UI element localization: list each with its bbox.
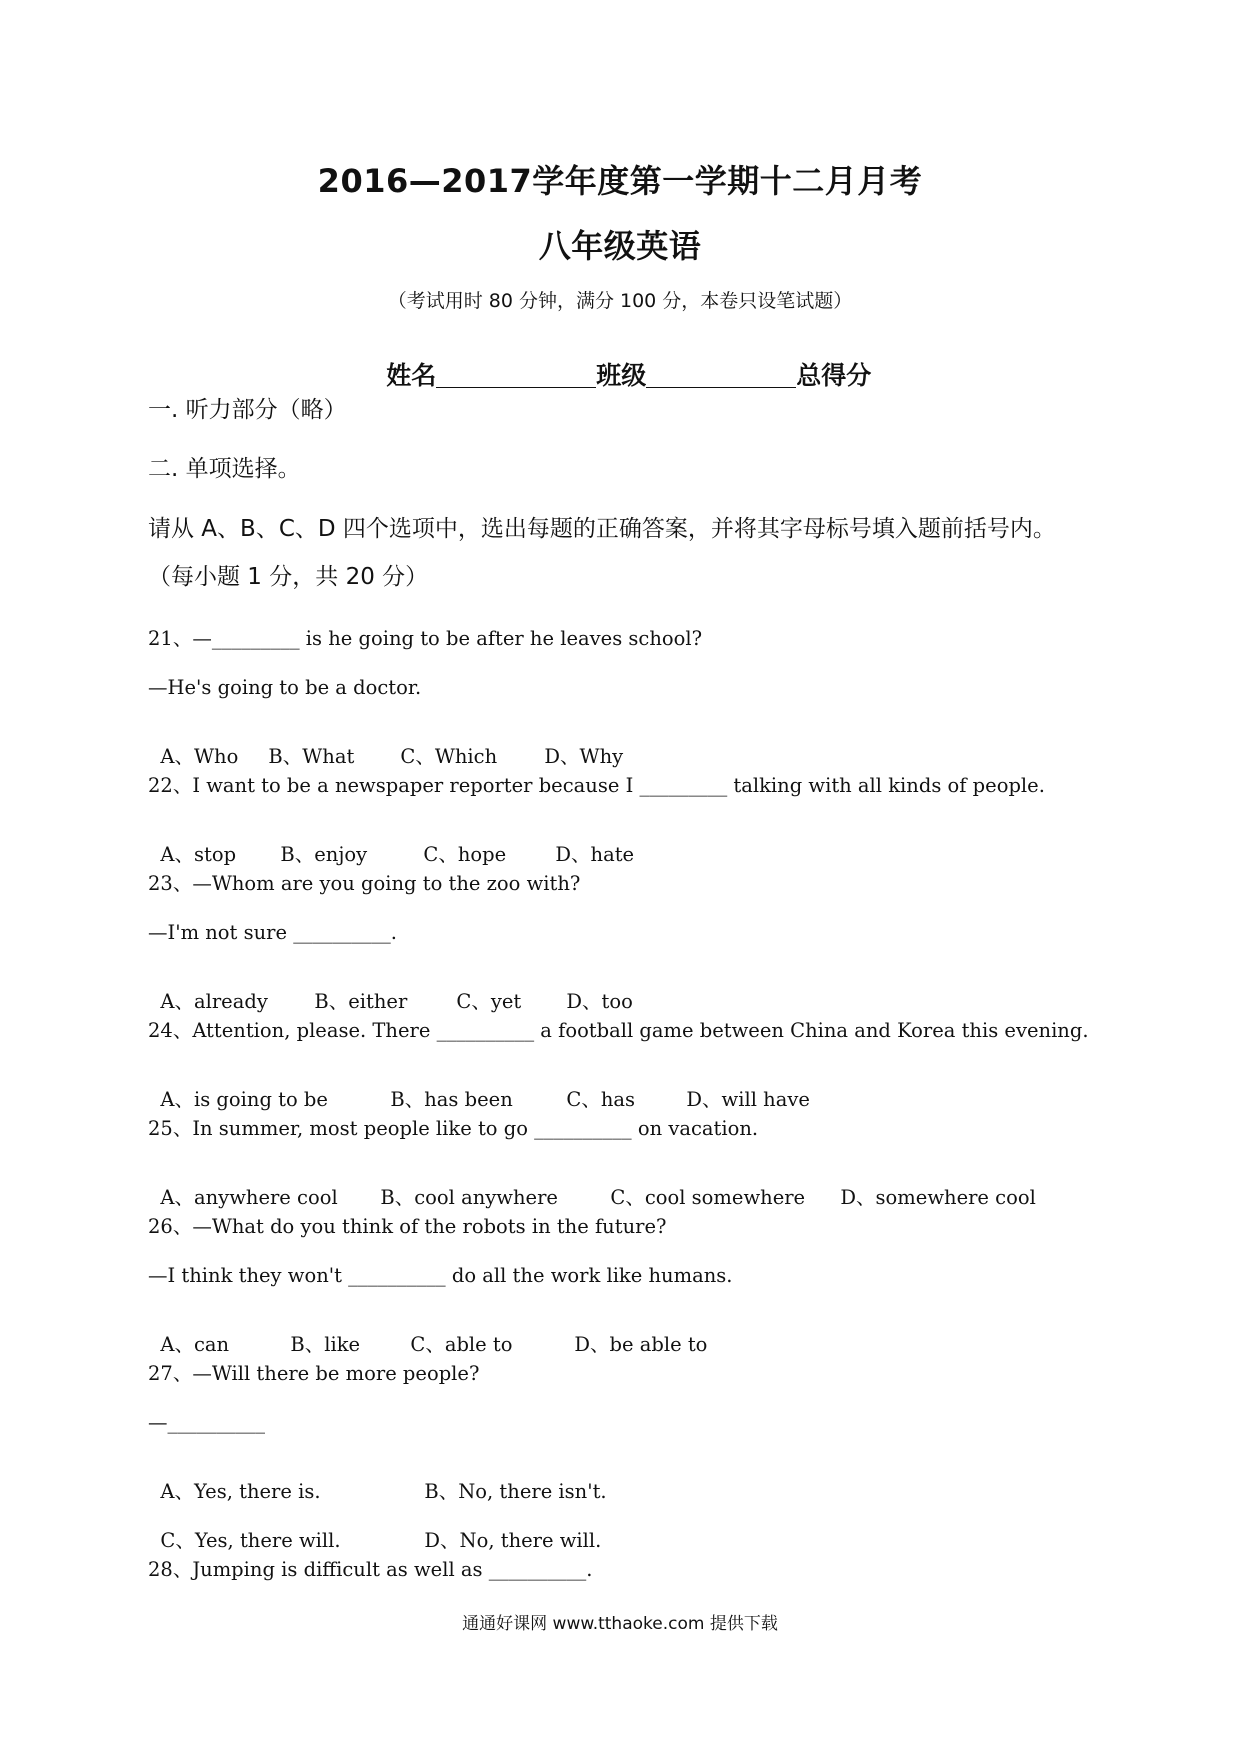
option[interactable]: B、enjoy xyxy=(280,842,368,866)
exam-note: （考试用时 80 分钟，满分 100 分，本卷只设笔试题） xyxy=(387,290,853,312)
class-label: 班级 xyxy=(596,361,647,390)
option[interactable]: A、can xyxy=(160,1332,230,1356)
option[interactable]: A、anywhere cool xyxy=(160,1185,338,1209)
option[interactable]: B、What xyxy=(268,744,355,768)
option[interactable]: A、already xyxy=(160,989,268,1013)
option[interactable]: A、Yes, there is. xyxy=(160,1479,321,1503)
question-25-options xyxy=(148,1168,1036,1207)
question-23-options xyxy=(148,972,633,1011)
question-22-options xyxy=(148,825,634,864)
exam-title: 2016—2017学年度第一学期十二月月考 xyxy=(317,162,923,200)
page-footer: 通通好课网 www.tthaoke.com 提供下载 xyxy=(462,1614,778,1634)
option[interactable]: D、Why xyxy=(544,744,624,768)
option[interactable]: C、has xyxy=(566,1087,636,1111)
question-27-answer: —__________ xyxy=(148,1411,265,1434)
exam-subtitle: 八年级英语 xyxy=(538,227,702,265)
option[interactable]: D、will have xyxy=(686,1087,810,1111)
question-27-options-row-1 xyxy=(148,1462,607,1501)
name-label: 姓名 xyxy=(386,361,437,390)
section-instruction-points: （每小题 1 分，共 20 分） xyxy=(148,564,429,590)
option[interactable]: B、has been xyxy=(390,1087,513,1111)
option[interactable]: B、like xyxy=(290,1332,361,1356)
option[interactable]: D、hate xyxy=(555,842,635,866)
option[interactable]: B、cool anywhere xyxy=(380,1185,558,1209)
question-26-answer: —I think they won't __________ do all the work like humans. xyxy=(148,1264,733,1287)
question-24-options xyxy=(148,1070,810,1109)
question-23: 23、—Whom are you going to the zoo with? xyxy=(148,872,581,895)
option[interactable]: C、Yes, there will. xyxy=(160,1528,341,1552)
score-label: 总得分 xyxy=(796,361,872,390)
option[interactable]: B、either xyxy=(314,989,408,1013)
question-24: 24、Attention, please. There __________ a football game between China and Korea this evening. xyxy=(148,1019,1089,1042)
question-25: 25、In summer, most people like to go __________ on vacation. xyxy=(148,1117,759,1140)
section-choice: 二. 单项选择。 xyxy=(148,456,301,482)
option[interactable]: B、No, there isn't. xyxy=(424,1479,607,1503)
option[interactable]: C、Which xyxy=(400,744,498,768)
question-21: 21、—_________ is he going to be after he leaves school? xyxy=(148,627,703,650)
question-26: 26、—What do you think of the robots in the future? xyxy=(148,1215,667,1238)
question-23-answer: —I'm not sure __________. xyxy=(148,921,397,944)
option[interactable]: D、be able to xyxy=(574,1332,708,1356)
option[interactable]: D、too xyxy=(566,989,633,1013)
question-27: 27、—Will there be more people? xyxy=(148,1362,480,1385)
option[interactable]: A、is going to be xyxy=(160,1087,328,1111)
option[interactable]: A、stop xyxy=(160,842,237,866)
question-21-answer: —He's going to be a doctor. xyxy=(148,676,422,699)
option[interactable]: C、yet xyxy=(456,989,522,1013)
option[interactable]: C、cool somewhere xyxy=(610,1185,806,1209)
option[interactable]: D、No, there will. xyxy=(424,1528,602,1552)
student-info-line xyxy=(0,338,1240,388)
question-26-options xyxy=(148,1315,707,1354)
option[interactable]: D、somewhere cool xyxy=(840,1185,1036,1209)
option[interactable]: C、hope xyxy=(423,842,507,866)
section-instruction: 请从 A、B、C、D 四个选项中，选出每题的正确答案，并将其字母标号填入题前括号内。 xyxy=(148,516,1056,542)
option[interactable]: C、able to xyxy=(410,1332,513,1356)
question-22: 22、I want to be a newspaper reporter because I _________ talking with all kinds of people. xyxy=(148,774,1045,797)
question-27-options-row-2 xyxy=(148,1511,601,1550)
class-blank[interactable] xyxy=(646,363,796,388)
question-21-options xyxy=(148,727,623,766)
option[interactable]: A、Who xyxy=(160,744,239,768)
name-blank[interactable] xyxy=(436,363,596,388)
question-28: 28、Jumping is difficult as well as __________. xyxy=(148,1558,593,1581)
section-listening: 一. 听力部分（略） xyxy=(148,397,347,423)
